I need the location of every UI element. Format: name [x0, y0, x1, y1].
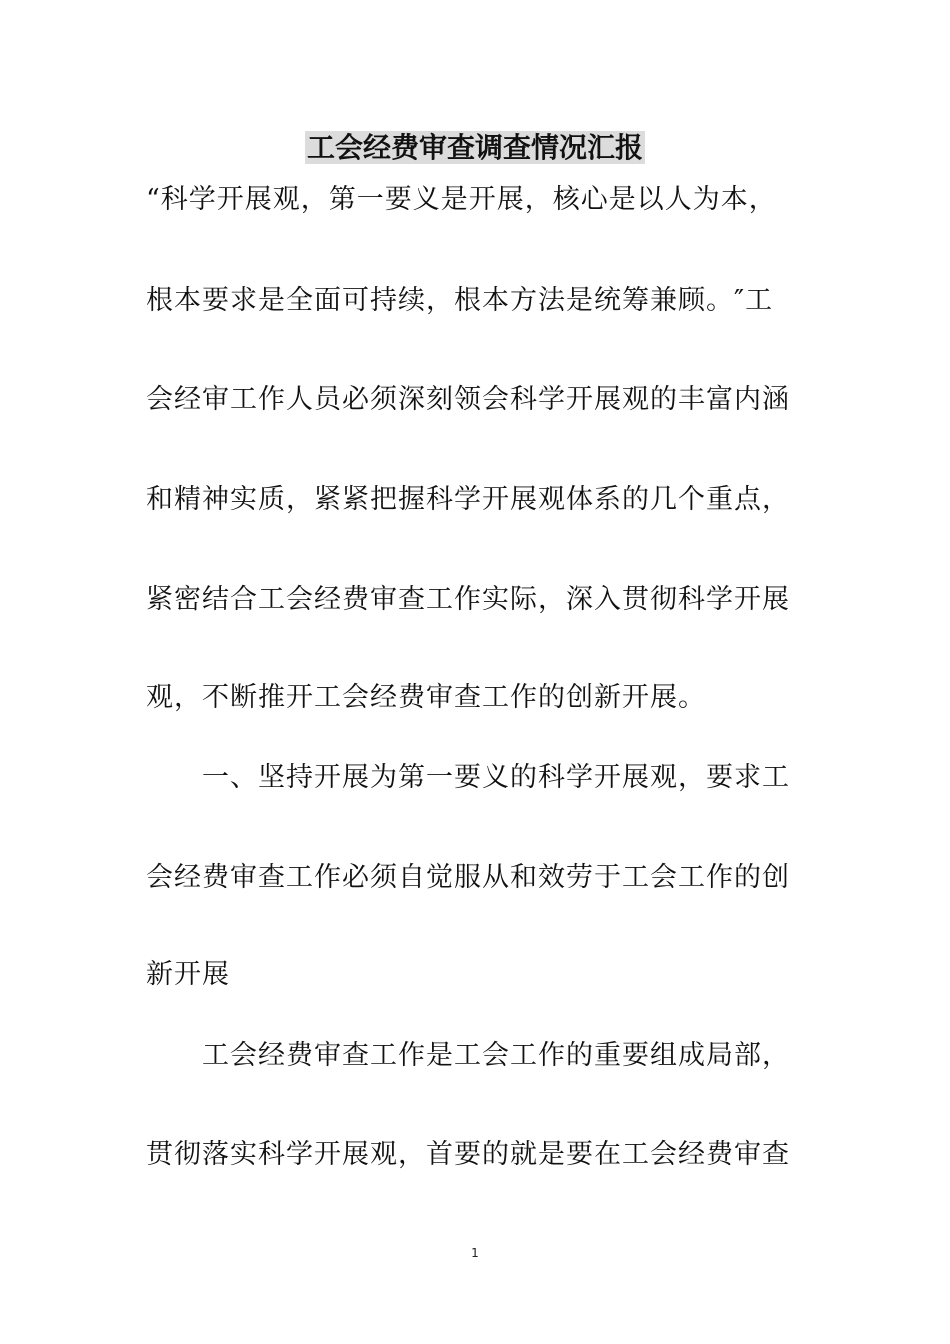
paragraph-line-5: 紧密结合工会经费审查工作实际，深入贯彻科学开展 — [146, 584, 790, 615]
paragraph-2-line-1: 工会经费审查工作是工会工作的重要组成局部， — [202, 1040, 790, 1071]
paragraph-line-2: 根本要求是全面可持续，根本方法是统筹兼顾。″工 — [146, 285, 774, 316]
paragraph-line-3: 会经审工作人员必须深刻领会科学开展观的丰富内涵 — [146, 384, 790, 415]
page-number: 1 — [471, 1246, 479, 1260]
section-heading-line-3: 新开展 — [146, 959, 230, 990]
paragraph-2-line-2: 贯彻落实科学开展观，首要的就是要在工会经费审查 — [146, 1139, 790, 1170]
paragraph-line-1: “科学开展观，第一要义是开展，核心是以人为本， — [146, 184, 777, 215]
paragraph-line-6: 观，不断推开工会经费审查工作的创新开展。 — [146, 682, 706, 713]
section-heading-line-2: 会经费审查工作必须自觉服从和效劳于工会工作的创 — [146, 862, 790, 893]
paragraph-line-4: 和精神实质，紧紧把握科学开展观体系的几个重点， — [146, 484, 790, 515]
document-title — [0, 128, 950, 168]
document-title-text: 工会经费审查调查情况汇报 — [306, 131, 643, 164]
section-heading-line-1: 一、坚持开展为第一要义的科学开展观，要求工 — [202, 762, 790, 793]
